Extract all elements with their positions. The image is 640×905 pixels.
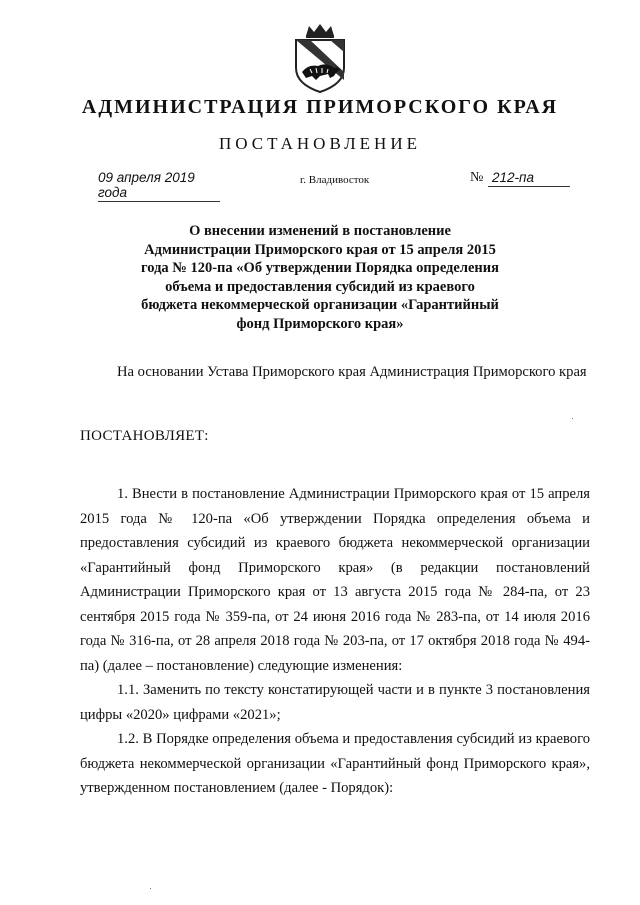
scan-speck	[150, 888, 151, 889]
document-date: 09 апреля 2019 года	[98, 170, 220, 202]
document-city: г. Владивосток	[300, 174, 370, 186]
preamble-text: На основании Устава Приморского края Администрация Приморского края	[117, 364, 587, 380]
resolve-heading: ПОСТАНОВЛЯЕТ:	[80, 428, 209, 444]
item-1-2: 1.2. В Порядке определения объема и предоставления субсидий из краевого бюджета некоммерческой организации «Гарантийный фонд Приморского края», утвержденном постановлением (далее - Порядок):	[80, 731, 590, 796]
document-type: ПОСТАНОВЛЕНИЕ	[218, 134, 421, 153]
document-subject: О внесении изменений в постановление Администрации Приморского края от 15 апреля 2015 года № 120-па «Об утверждении Порядка определения объема и предоставления субсидий из краевого бюджета некоммерческой организации «Гарантийный фонд Приморского края»	[141, 223, 499, 332]
document-number-label: №	[470, 170, 484, 185]
document-body	[80, 482, 590, 801]
item-1: 1. Внести в постановление Администрации Приморского края от 15 апреля 2015 года № 120-па «Об утверждении Порядка определения объема и предоставления субсидий из краевого бюджета некоммерческой организации «Гарантийный фонд Приморского края» (в редакции постановлений Администрации Приморского края от 13 августа 2015 года № 284-па, от 23 сентября 2015 года № 359-па, от 24 июня 2016 года № 283-па, от 14 июля 2016 года № 316-па, от 28 апреля 2018 года № 203-па, от 17 октября 2018 года № 494-па) (далее – постановление) следующие изменения:	[80, 486, 590, 674]
document-number	[488, 170, 570, 187]
item-1-1: 1.1. Заменить по тексту констатирующей части и в пункте 3 постановления цифры «2020» цифрами «2021»;	[80, 682, 590, 723]
organization-title: АДМИНИСТРАЦИЯ ПРИМОРСКОГО КРАЯ	[81, 96, 559, 118]
document-number-value: 212-па	[492, 170, 534, 185]
coat-of-arms-emblem	[290, 22, 350, 94]
preamble	[80, 360, 590, 385]
scan-speck	[572, 418, 573, 419]
